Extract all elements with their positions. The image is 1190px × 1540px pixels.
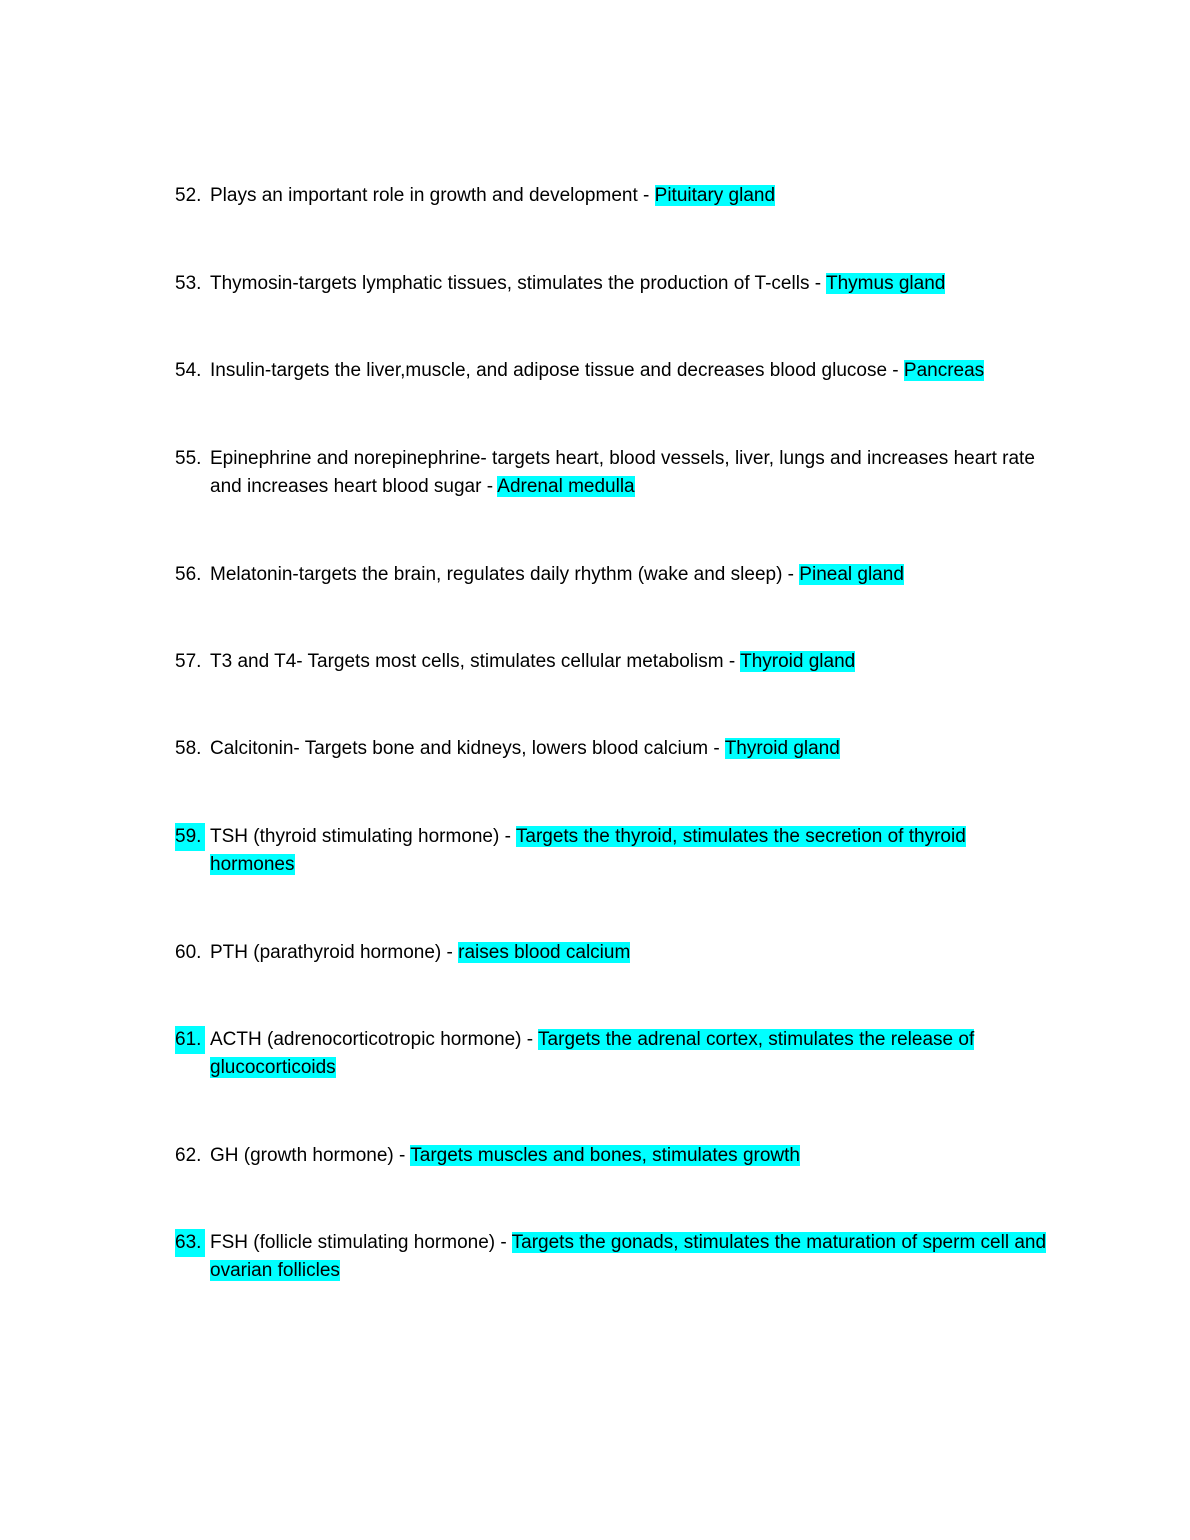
item-answer-highlight: Targets the gonads, stimulates the maturation of sperm cell and ovarian follicles [210, 1232, 1047, 1281]
list-item-54 [175, 357, 1050, 385]
item-answer-highlight: Adrenal medulla [497, 476, 635, 497]
list-item-60 [175, 939, 1050, 967]
item-body [210, 939, 1050, 967]
item-body [210, 270, 1050, 298]
item-answer-highlight: Targets muscles and bones, stimulates growth [410, 1145, 800, 1166]
item-number: 55. [175, 448, 202, 469]
item-body [210, 648, 1050, 676]
list-item-53 [175, 270, 1050, 298]
item-question: Calcitonin- Targets bone and kidneys, lowers blood calcium - [210, 738, 725, 759]
item-question: Epinephrine and norepinephrine- targets heart, blood vessels, liver, lungs and increases heart rate and increases heart blood sugar - [210, 448, 1035, 497]
item-answer-highlight: Pituitary gland [654, 185, 776, 206]
item-answer-highlight: raises blood calcium [458, 942, 631, 963]
item-answer-highlight: Targets the adrenal cortex, stimulates the release of glucocorticoids [210, 1029, 975, 1078]
list-item-62 [175, 1142, 1050, 1170]
item-question: Plays an important role in growth and development - [210, 185, 655, 206]
item-question: Thymosin-targets lymphatic tissues, stimulates the production of T-cells - [210, 273, 826, 294]
item-answer-highlight: Thymus gland [826, 273, 946, 294]
item-number: 56. [175, 564, 202, 585]
item-answer-highlight: Targets the thyroid, stimulates the secretion of thyroid hormones [210, 826, 966, 875]
list-item-63 [175, 1229, 1050, 1285]
item-question: Melatonin-targets the brain, regulates daily rhythm (wake and sleep) - [210, 564, 800, 585]
list-item-55 [175, 445, 1050, 501]
item-number: 63. [175, 1229, 205, 1257]
item-question: Insulin-targets the liver,muscle, and adipose tissue and decreases blood glucose - [210, 360, 904, 381]
item-question: TSH (thyroid stimulating hormone) - [210, 826, 516, 847]
item-answer-highlight: Pancreas [903, 360, 985, 381]
item-body [210, 1142, 1050, 1170]
list-item-59 [175, 823, 1050, 879]
item-number: 61. [175, 1026, 205, 1054]
list-item-61 [175, 1026, 1050, 1082]
item-question: PTH (parathyroid hormone) - [210, 942, 459, 963]
item-body [210, 182, 1050, 210]
item-number: 60. [175, 942, 202, 963]
item-question: T3 and T4- Targets most cells, stimulates cellular metabolism - [210, 651, 741, 672]
list-item-57 [175, 648, 1050, 676]
item-question: GH (growth hormone) - [210, 1145, 411, 1166]
item-body [210, 1229, 1050, 1285]
item-number: 54. [175, 360, 202, 381]
item-number: 58. [175, 738, 202, 759]
item-question: ACTH (adrenocorticotropic hormone) - [210, 1029, 539, 1050]
item-number: 62. [175, 1145, 202, 1166]
item-body [210, 561, 1050, 589]
item-number: 53. [175, 273, 202, 294]
item-question: FSH (follicle stimulating hormone) - [210, 1232, 512, 1253]
list-item-56 [175, 561, 1050, 589]
item-body [210, 357, 1050, 385]
item-number: 57. [175, 651, 202, 672]
item-body [210, 735, 1050, 763]
list-item-58 [175, 735, 1050, 763]
item-answer-highlight: Thyroid gland [724, 738, 840, 759]
list-item-52 [175, 182, 1050, 210]
item-body [210, 445, 1050, 501]
item-answer-highlight: Thyroid gland [740, 651, 856, 672]
item-number: 52. [175, 185, 202, 206]
item-answer-highlight: Pineal gland [799, 564, 904, 585]
item-body [210, 823, 1050, 879]
item-body [210, 1026, 1050, 1082]
item-number: 59. [175, 823, 205, 851]
